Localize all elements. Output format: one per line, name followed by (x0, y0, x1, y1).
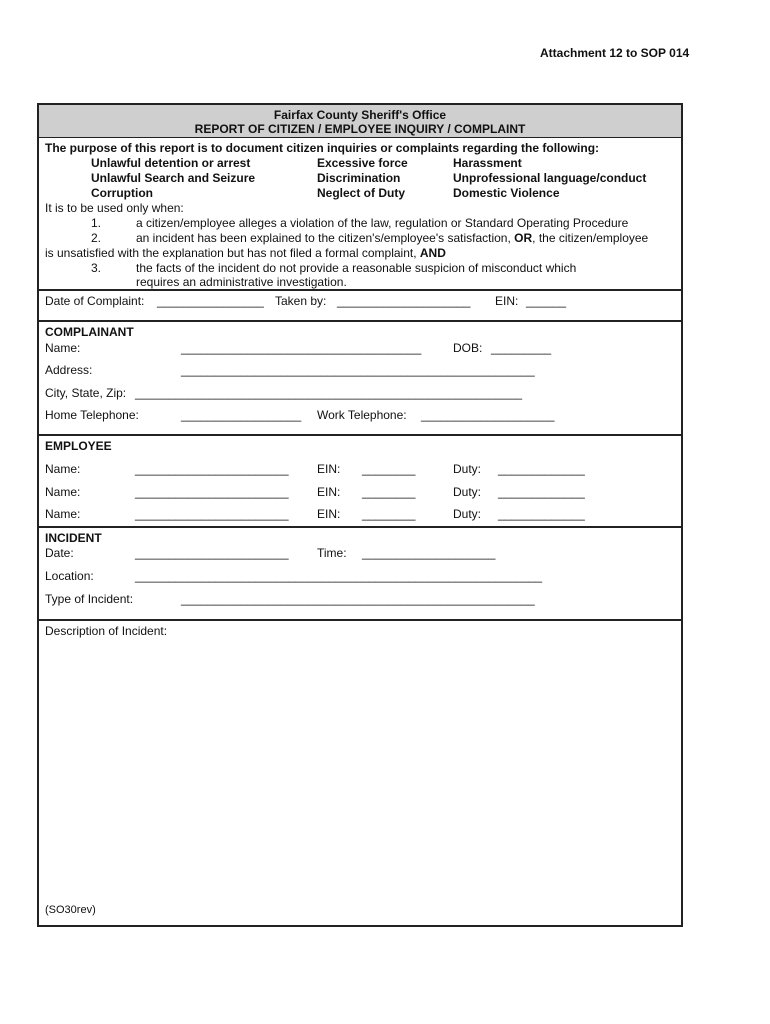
incident-time-label: Time: (317, 546, 347, 560)
list-number: 2. (91, 231, 102, 245)
purpose-item: Neglect of Duty (317, 186, 406, 200)
employee-duty-label: Duty: (453, 485, 482, 499)
complainant-name-field[interactable]: ____________________________________ (181, 341, 422, 355)
purpose-item: Harassment (453, 156, 522, 170)
purpose-item: Domestic Violence (453, 186, 560, 200)
employee-duty-field[interactable]: _____________ (498, 485, 585, 499)
description-field[interactable] (45, 635, 675, 899)
employee-name-field[interactable]: _______________________ (135, 462, 289, 476)
incident-date-label: Date: (45, 546, 74, 560)
ein-field[interactable]: ______ (526, 294, 567, 308)
employee-duty-label: Duty: (453, 462, 482, 476)
list-number: 3. (91, 261, 102, 275)
purpose-item: Excessive force (317, 156, 408, 170)
employee-duty-field[interactable]: _____________ (498, 462, 585, 476)
employee-name-label: Name: (45, 462, 81, 476)
or-keyword: OR (514, 231, 533, 245)
condition-text: an incident has been explained to the citizen's/employee's satisfaction, (136, 231, 511, 245)
employee-ein-label: EIN: (317, 462, 341, 476)
incident-date-field[interactable]: _______________________ (135, 546, 289, 560)
dob-label: DOB: (453, 341, 483, 355)
incident-heading: INCIDENT (45, 531, 102, 545)
taken-by-label: Taken by: (275, 294, 327, 308)
work-telephone-field[interactable]: ____________________ (421, 408, 555, 422)
section-divider (39, 320, 681, 322)
complainant-heading: COMPLAINANT (45, 325, 134, 339)
employee-ein-field[interactable]: ________ (362, 462, 416, 476)
date-of-complaint-field[interactable]: ________________ (157, 294, 264, 308)
address-label: Address: (45, 363, 93, 377)
location-label: Location: (45, 569, 94, 583)
address-field[interactable]: _____________________________________________________ (181, 363, 535, 377)
purpose-item: Unlawful detention or arrest (91, 156, 251, 170)
attachment-reference: Attachment 12 to SOP 014 (540, 46, 690, 60)
employee-duty-field[interactable]: _____________ (498, 507, 585, 521)
city-state-zip-label: City, State, Zip: (45, 386, 127, 400)
condition-item: requires an administrative investigation. (136, 275, 347, 289)
purpose-intro: The purpose of this report is to document citizen inquiries or complaints regarding the following: (45, 141, 600, 155)
taken-by-field[interactable]: ____________________ (337, 294, 471, 308)
employee-name-label: Name: (45, 507, 81, 521)
employee-name-field[interactable]: _______________________ (135, 507, 289, 521)
office-name: Fairfax County Sheriff's Office (273, 108, 447, 122)
purpose-item: Unlawful Search and Seizure (91, 171, 256, 185)
form-title: REPORT OF CITIZEN / EMPLOYEE INQUIRY / COMPLAINT (194, 122, 526, 136)
location-field[interactable]: _____________________________________________________________ (135, 569, 543, 583)
employee-name-label: Name: (45, 485, 81, 499)
section-divider (39, 434, 681, 436)
employee-name-field[interactable]: _______________________ (135, 485, 289, 499)
form-revision: (SO30rev) (45, 904, 96, 916)
employee-duty-label: Duty: (453, 507, 482, 521)
purpose-item: Unprofessional language/conduct (453, 171, 647, 185)
condition-item: a citizen/employee alleges a violation of the law, regulation or Standard Operating Procedure (136, 216, 629, 230)
list-number: 1. (91, 216, 102, 230)
employee-ein-field[interactable]: ________ (362, 485, 416, 499)
condition-item: the facts of the incident do not provide a reasonable suspicion of misconduct which (136, 261, 577, 275)
form-header (39, 105, 681, 138)
section-divider (39, 289, 681, 291)
purpose-item: Discrimination (317, 171, 401, 185)
ein-label: EIN: (495, 294, 519, 308)
and-keyword: AND (419, 246, 446, 260)
condition-item (45, 246, 446, 260)
section-divider (39, 619, 681, 621)
section-divider (39, 526, 681, 528)
employee-ein-label: EIN: (317, 485, 341, 499)
used-when-text: It is to be used only when: (45, 201, 184, 215)
condition-text: , the citizen/employee (532, 231, 649, 245)
work-telephone-label: Work Telephone: (317, 408, 407, 422)
condition-text: is unsatisfied with the explanation but has not filed a formal complaint, (45, 246, 417, 260)
dob-field[interactable]: _________ (491, 341, 552, 355)
complainant-name-label: Name: (45, 341, 81, 355)
type-of-incident-field[interactable]: _____________________________________________________ (181, 592, 535, 606)
type-of-incident-label: Type of Incident: (45, 592, 134, 606)
home-telephone-field[interactable]: __________________ (181, 408, 302, 422)
date-of-complaint-label: Date of Complaint: (45, 294, 145, 308)
employee-heading: EMPLOYEE (45, 439, 112, 453)
purpose-item: Corruption (91, 186, 153, 200)
employee-ein-field[interactable]: ________ (362, 507, 416, 521)
condition-item (136, 231, 648, 245)
employee-ein-label: EIN: (317, 507, 341, 521)
home-telephone-label: Home Telephone: (45, 408, 139, 422)
complaint-form (37, 103, 683, 927)
incident-time-field[interactable]: ____________________ (362, 546, 496, 560)
description-label: Description of Incident: (45, 624, 168, 638)
city-state-zip-field[interactable]: __________________________________________________________ (135, 386, 523, 400)
